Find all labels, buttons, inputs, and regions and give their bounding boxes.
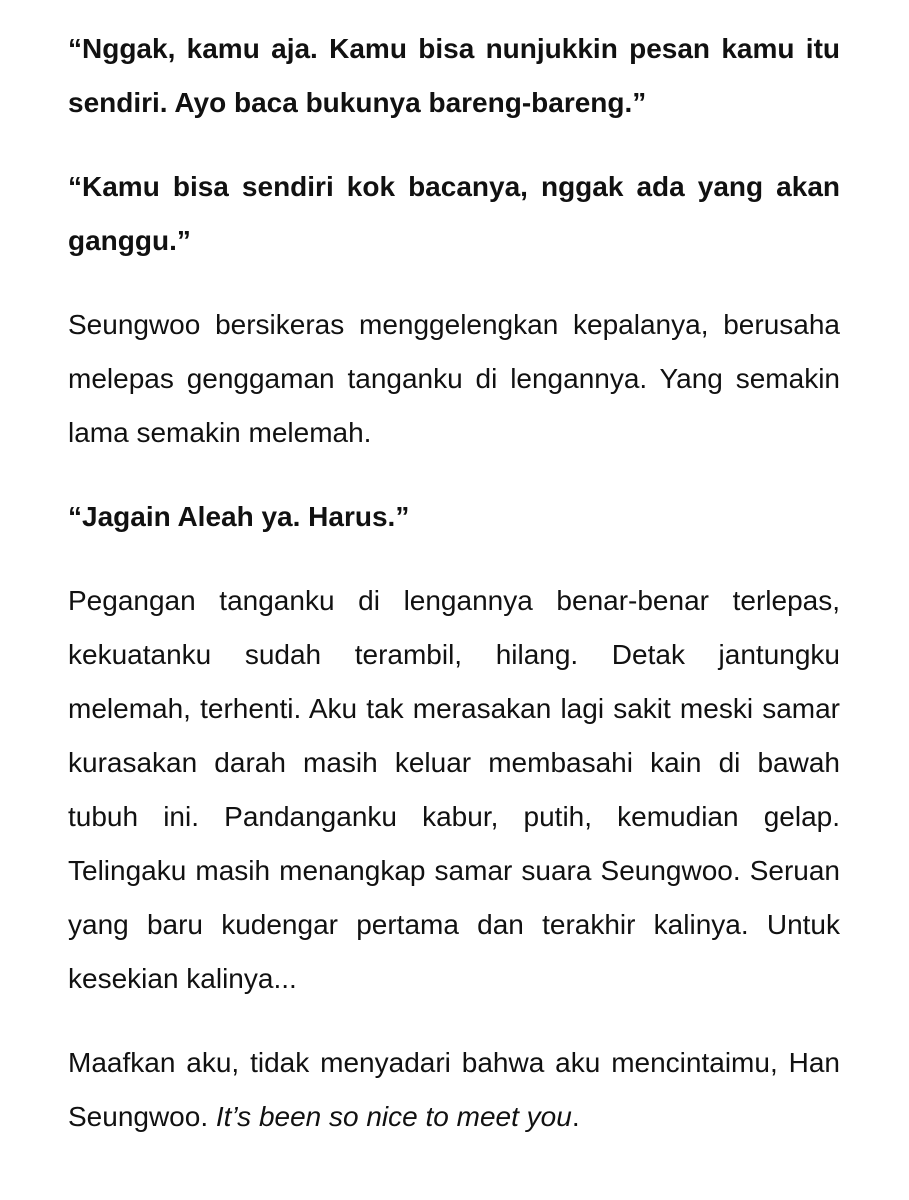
dialogue-paragraph-3: “Jagain Aleah ya. Harus.”	[68, 501, 410, 532]
story-text	[68, 22, 840, 1174]
closing-paragraph	[68, 1036, 840, 1144]
dialogue-paragraph-2: “Kamu bisa sendiri kok bacanya, nggak ada yang akan ganggu.”	[68, 171, 840, 256]
narration-paragraph-1: Seungwoo bersikeras menggelengkan kepalanya, berusaha melepas genggaman tanganku di lengannya. Yang semakin lama semakin melemah.	[68, 309, 840, 448]
closing-italic-text: It’s been so nice to meet you	[215, 1101, 572, 1132]
closing-period: .	[571, 1101, 580, 1132]
narration-paragraph-2: Pegangan tanganku di lengannya benar-benar terlepas, kekuatanku sudah terambil, hilang. Detak jantungku melemah, terhenti. Aku tak merasakan lagi sakit meski samar kurasakan darah masih keluar membasahi kain di bawah tubuh ini. Pandanganku kabur, putih, kemudian gelap. Telingaku masih menangkap samar suara Seungwoo. Seruan yang baru kudengar pertama dan terakhir kalinya. Untuk kesekian kalinya...	[68, 585, 840, 994]
closing-text: Maafkan aku, tidak menyadari bahwa aku mencintaimu, Han Seungwoo.	[68, 1047, 840, 1132]
dialogue-paragraph-1: “Nggak, kamu aja. Kamu bisa nunjukkin pesan kamu itu sendiri. Ayo baca bukunya bareng-bareng.”	[68, 33, 840, 118]
